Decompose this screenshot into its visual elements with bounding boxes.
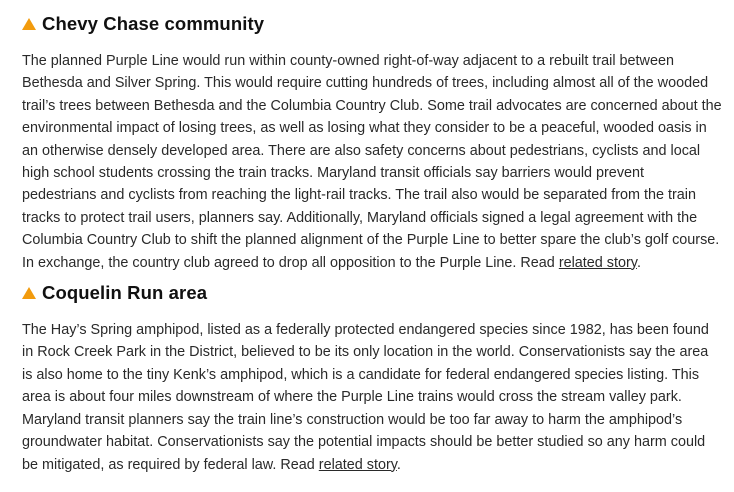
paragraph-text: The Hay’s Spring amphipod, listed as a federally protected endangered species since 1982, has been found in Rock Creek Park in the District, believed to be its only location in the world. Conservationists say the area is also home to the tiny Kenk’s amphipod, which is a candidate for federal endangered species listing. This area is about four miles downstream of where the Purple Line trains would cross the stream valley park. Maryland transit planners say the train line’s construction would be too far away to harm the amphipod’s groundwater habitat. Conservationists say the potential impacts should be better studied so any harm could be mitigated, as required by federal law. Read bbox=[22, 322, 709, 473]
section-paragraph bbox=[22, 319, 722, 476]
related-story-link[interactable]: related story bbox=[318, 456, 397, 473]
section-title: Coquelin Run area bbox=[42, 282, 208, 304]
triangle-up-icon bbox=[22, 18, 36, 30]
paragraph-end: . bbox=[396, 456, 401, 473]
section-paragraph bbox=[22, 50, 722, 274]
paragraph-text: The planned Purple Line would run within county-owned right-of-way adjacent to a rebuilt trail between Bethesda and Silver Spring. This would require cutting hundreds of trees, including almost all of the wooded trail’s trees between Bethesda and the Columbia Country Club. Some trail advocates are concerned about the environmental impact of losing trees, as well as losing what they consider to be a peaceful, wooded oasis in an otherwise densely developed area. There are also safety concerns about pedestrians, cyclists and local high school students crossing the train tracks. Maryland transit officials say barriers would prevent pedestrians and cyclists from reaching the light-rail tracks. The trail also would be separated from the train tracks to protect trail users, planners say. Additionally, Maryland officials signed a legal agreement with the Columbia Country Club to shift the planned alignment of the Purple Line to better spare the club’s golf course. In exchange, the country club agreed to drop all opposition to the Purple Line. Read bbox=[22, 53, 722, 271]
related-story-link[interactable]: related story bbox=[558, 254, 637, 271]
section-header bbox=[22, 279, 722, 307]
section-chevy-chase bbox=[22, 10, 722, 274]
paragraph-end: . bbox=[636, 254, 641, 271]
article-content bbox=[22, 10, 722, 476]
section-coquelin-run bbox=[22, 279, 722, 476]
section-header bbox=[22, 10, 722, 38]
section-title: Chevy Chase community bbox=[42, 13, 265, 34]
triangle-up-icon bbox=[22, 287, 36, 299]
